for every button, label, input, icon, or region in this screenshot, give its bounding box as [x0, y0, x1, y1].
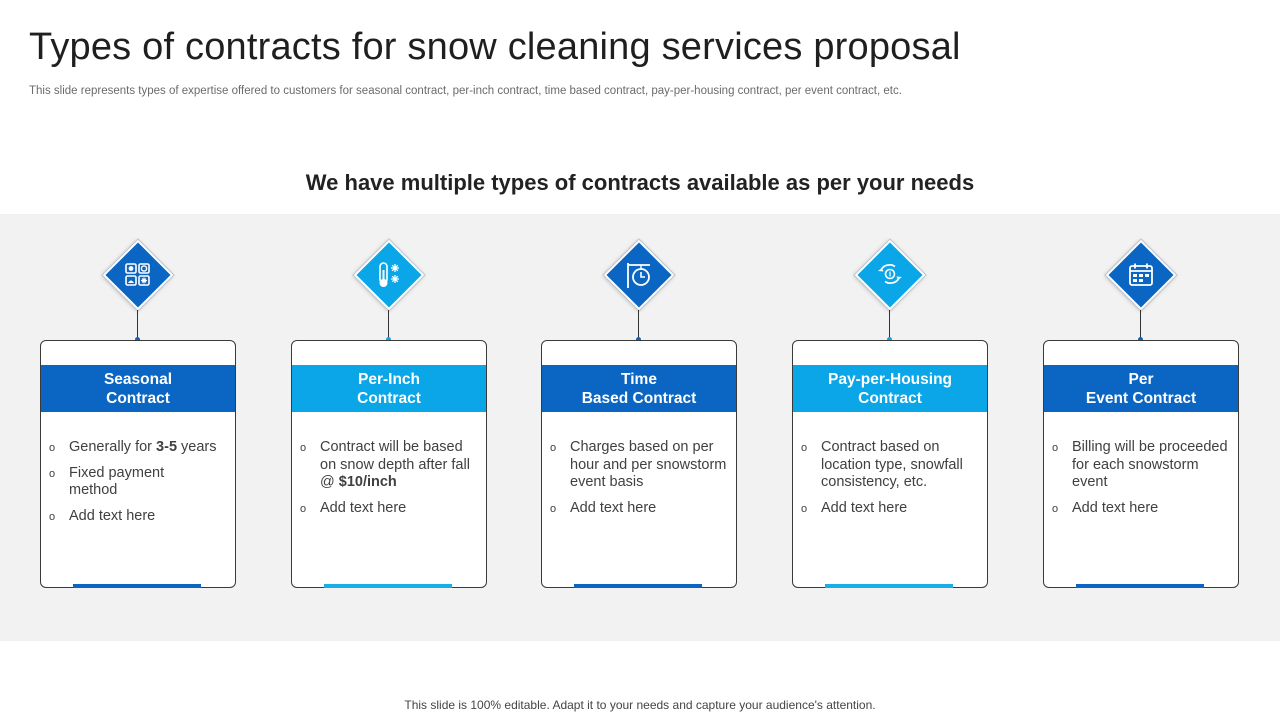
card-title-line1: Per-Inch: [357, 370, 420, 388]
contract-card: [291, 340, 487, 588]
list-item: o Contract will be based on snow depth after fall @ $10/inch: [300, 439, 470, 490]
page-title: Types of contracts for snow cleaning services proposal: [29, 26, 961, 68]
bullet-marker: o: [801, 502, 808, 515]
card-bullet-list: [550, 439, 730, 525]
page-subtitle: This slide represents types of expertise offered to customers for seasonal contract, per-inch contract, time based contract, pay-per-housing contract, per event contract, etc.: [29, 85, 902, 97]
card-title-line2: Contract: [357, 389, 421, 407]
card-title-line2: Contract: [858, 389, 922, 407]
icon-diamond: [1104, 238, 1178, 312]
card-bullet-list: [801, 439, 981, 525]
card-bottom-accent: [825, 584, 953, 588]
connector-line: [388, 310, 389, 340]
list-item: o Generally for 3-5 years: [49, 439, 229, 457]
bullet-marker: o: [550, 502, 557, 515]
card-bottom-accent: [73, 584, 201, 588]
card-header: [793, 365, 987, 412]
bullet-marker: o: [300, 442, 307, 454]
thermometer-snowflake-icon: [374, 260, 404, 290]
icon-diamond: [602, 238, 676, 312]
card-bullet-list: [300, 439, 480, 525]
connector-line: [137, 310, 138, 340]
bullet-marker: o: [300, 502, 307, 515]
contract-card: [541, 340, 737, 588]
card-header: [542, 365, 736, 412]
card-bullet-list: [1052, 439, 1232, 525]
card-bottom-accent: [1076, 584, 1204, 588]
card-title-line2: Event Contract: [1085, 389, 1197, 407]
card-header: [292, 365, 486, 412]
icon-diamond: [853, 238, 927, 312]
contract-card: [40, 340, 236, 588]
bullet-marker: o: [49, 442, 56, 454]
card-bullet-list: [49, 439, 229, 533]
card-bottom-accent: [574, 584, 702, 588]
contract-card: [792, 340, 988, 588]
list-item: o Add text here: [1052, 500, 1232, 518]
contract-card: [1043, 340, 1239, 588]
list-item: o Add text here: [801, 500, 981, 518]
bullet-marker: o: [550, 442, 557, 454]
footer-note: This slide is 100% editable. Adapt it to your needs and capture your audience's attention.: [404, 698, 876, 712]
list-item: o Add text here: [300, 500, 480, 518]
bullet-marker: o: [1052, 502, 1059, 515]
bullet-marker: o: [1052, 442, 1059, 454]
connector-line: [1140, 310, 1141, 340]
card-title-line1: Per: [1128, 370, 1154, 388]
bullet-marker: o: [801, 442, 808, 454]
weather-grid-icon: [123, 260, 153, 290]
icon-diamond: [352, 238, 426, 312]
hand-money-icon: [875, 260, 905, 290]
connector-line: [638, 310, 639, 340]
card-title-line2: Based Contract: [581, 389, 697, 407]
list-item: o Add text here: [49, 508, 229, 526]
list-item: o Add text here: [550, 500, 730, 518]
card-title-line1: Time: [621, 370, 657, 388]
card-header: [41, 365, 235, 412]
list-item: o Charges based on per hour and per snowstorm event basis: [550, 439, 727, 490]
card-title-line1: Seasonal: [103, 370, 173, 388]
bullet-marker: o: [49, 467, 56, 480]
card-title-line2: Contract: [106, 389, 170, 407]
section-headline: We have multiple types of contracts available as per your needs: [305, 170, 975, 195]
bullet-marker: o: [49, 510, 56, 523]
hanging-clock-icon: [624, 260, 654, 290]
list-item: o Billing will be proceeded for each snowstorm event: [1052, 439, 1228, 490]
list-item: o Contract based on location type, snowfall consistency, etc.: [801, 439, 963, 490]
connector-line: [889, 310, 890, 340]
calendar-icon: [1126, 260, 1156, 290]
card-title-line1: Pay-per-Housing: [827, 370, 952, 388]
list-item: o Fixed payment method: [49, 464, 165, 498]
card-header: [1044, 365, 1238, 412]
icon-diamond: [101, 238, 175, 312]
card-bottom-accent: [324, 584, 452, 588]
